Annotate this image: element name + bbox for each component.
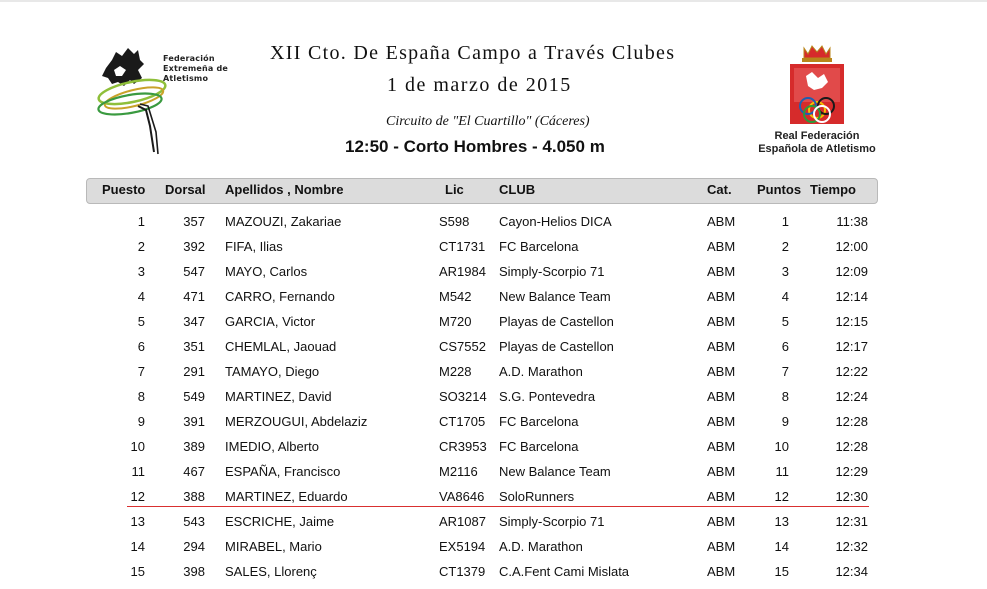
cell-nombre: MERZOUGUI, Abdelaziz: [225, 414, 368, 429]
cell-lic: CS7552: [439, 339, 486, 354]
cell-tiempo: 12:32: [835, 539, 868, 554]
cell-nombre: FIFA, Ilias: [225, 239, 283, 254]
cell-cat: ABM: [707, 564, 736, 579]
cell-nombre: ESCRICHE, Jaime: [225, 514, 335, 529]
table-row: [0, 564, 987, 589]
cell-puntos: 1: [781, 214, 789, 229]
col-header-puesto: Puesto: [102, 182, 146, 197]
cell-puesto: 8: [137, 389, 145, 404]
cell-puntos: 4: [781, 289, 789, 304]
cell-puesto: 7: [137, 364, 145, 379]
cell-lic: CT1379: [439, 564, 486, 579]
race-info: 12:50 - Corto Hombres - 4.050 m: [345, 137, 605, 156]
cell-club: A.D. Marathon: [499, 364, 583, 379]
table-row: [0, 539, 987, 564]
cell-puesto: 2: [137, 239, 145, 254]
cell-club: SoloRunners: [499, 489, 575, 504]
cell-lic: CT1731: [439, 239, 486, 254]
cell-puntos: 2: [781, 239, 789, 254]
cell-club: FC Barcelona: [499, 439, 579, 454]
cell-nombre: MARTINEZ, Eduardo: [225, 489, 348, 504]
cell-puntos: 7: [781, 364, 789, 379]
cell-club: New Balance Team: [499, 464, 611, 479]
cell-puntos: 15: [774, 564, 789, 579]
cell-club: Playas de Castellon: [499, 339, 614, 354]
cell-puesto: 15: [130, 564, 145, 579]
table-row: [0, 264, 987, 289]
cell-nombre: CHEMLAL, Jaouad: [225, 339, 337, 354]
cell-lic: CT1705: [439, 414, 486, 429]
cell-tiempo: 12:22: [835, 364, 868, 379]
table-row: [0, 489, 987, 514]
cell-club: Playas de Castellon: [499, 314, 614, 329]
cell-dorsal: 391: [183, 414, 205, 429]
table-row: [0, 289, 987, 314]
table-row: [0, 464, 987, 489]
cell-dorsal: 389: [183, 439, 205, 454]
cell-cat: ABM: [707, 489, 736, 504]
cell-tiempo: 12:29: [835, 464, 868, 479]
cell-lic: EX5194: [439, 539, 486, 554]
cell-lic: SO3214: [439, 389, 487, 404]
table-row: [0, 514, 987, 539]
cell-lic: CR3953: [439, 439, 487, 454]
cell-puntos: 6: [781, 339, 789, 354]
cell-puntos: 10: [774, 439, 789, 454]
cell-cat: ABM: [707, 289, 736, 304]
cell-puesto: 13: [130, 514, 145, 529]
col-header-club: CLUB: [499, 182, 536, 197]
cell-puntos: 5: [781, 314, 789, 329]
federation-name: Federación Extremeña de Atletismo: [163, 54, 229, 83]
cell-cat: ABM: [707, 514, 736, 529]
col-header-nombre: Apellidos , Nombre: [225, 182, 344, 197]
cell-tiempo: 11:38: [836, 214, 868, 229]
cell-nombre: MAYO, Carlos: [225, 264, 308, 279]
cell-club: C.A.Fent Cami Mislata: [499, 564, 630, 579]
cell-lic: M228: [439, 364, 472, 379]
cell-dorsal: 392: [183, 239, 205, 254]
cell-cat: ABM: [707, 214, 736, 229]
cell-cat: ABM: [707, 364, 736, 379]
cell-lic: AR1087: [439, 514, 486, 529]
cell-nombre: CARRO, Fernando: [225, 289, 335, 304]
cell-puesto: 12: [130, 489, 145, 504]
cell-puesto: 3: [137, 264, 145, 279]
cell-tiempo: 12:09: [835, 264, 868, 279]
cell-lic: AR1984: [439, 264, 486, 279]
table-row: [0, 364, 987, 389]
cell-puntos: 8: [781, 389, 789, 404]
cell-lic: S598: [439, 214, 470, 229]
cell-lic: M720: [439, 314, 472, 329]
cell-cat: ABM: [707, 314, 736, 329]
cell-dorsal: 294: [183, 539, 205, 554]
cell-club: S.G. Pontevedra: [499, 389, 596, 404]
col-header-lic: Lic: [445, 182, 464, 197]
cell-cat: ABM: [707, 389, 736, 404]
table-row: [0, 414, 987, 439]
cell-club: New Balance Team: [499, 289, 611, 304]
cell-puesto: 1: [137, 214, 145, 229]
cell-nombre: IMEDIO, Alberto: [225, 439, 319, 454]
cell-tiempo: 12:24: [835, 389, 868, 404]
cell-dorsal: 351: [183, 339, 205, 354]
cell-dorsal: 398: [183, 564, 205, 579]
separator-line: [127, 506, 869, 507]
cell-cat: ABM: [707, 464, 736, 479]
cell-nombre: ESPAÑA, Francisco: [225, 464, 341, 479]
cell-cat: ABM: [707, 339, 736, 354]
cell-club: Simply-Scorpio 71: [499, 264, 605, 279]
cell-puntos: 13: [774, 514, 789, 529]
cell-lic: VA8646: [439, 489, 485, 504]
cell-puesto: 9: [137, 414, 145, 429]
federation-logo-icon: [94, 40, 174, 158]
circuit-name: Circuito de "El Cuartillo" (Cáceres): [386, 114, 590, 129]
cell-puntos: 3: [781, 264, 789, 279]
cell-tiempo: 12:34: [835, 564, 868, 579]
cell-dorsal: 357: [183, 214, 205, 229]
cell-tiempo: 12:14: [835, 289, 868, 304]
cell-puntos: 12: [774, 489, 789, 504]
cell-club: Cayon-Helios DICA: [499, 214, 612, 229]
table-row: [0, 439, 987, 464]
cell-puntos: 11: [775, 464, 789, 479]
cell-tiempo: 12:15: [835, 314, 868, 329]
table-row: [0, 314, 987, 339]
cell-puesto: 14: [130, 539, 145, 554]
rfea-name: Real Federación Española de Atletismo: [758, 130, 876, 155]
cell-nombre: SALES, Llorenç: [225, 564, 317, 579]
event-title: XII Cto. De España Campo a Través Clubes: [270, 42, 676, 64]
cell-cat: ABM: [707, 439, 736, 454]
cell-puesto: 11: [131, 464, 145, 479]
cell-lic: M2116: [439, 464, 478, 479]
cell-club: FC Barcelona: [499, 239, 579, 254]
cell-cat: ABM: [707, 264, 736, 279]
cell-cat: ABM: [707, 539, 736, 554]
cell-dorsal: 347: [183, 314, 205, 329]
cell-puntos: 9: [781, 414, 789, 429]
cell-nombre: MARTINEZ, David: [225, 389, 332, 404]
cell-dorsal: 471: [183, 289, 205, 304]
rfea-logo-icon: [784, 42, 850, 128]
cell-dorsal: 549: [183, 389, 205, 404]
col-header-dorsal: Dorsal: [165, 182, 206, 197]
cell-cat: ABM: [707, 239, 736, 254]
cell-cat: ABM: [707, 414, 736, 429]
cell-dorsal: 467: [183, 464, 205, 479]
cell-nombre: MAZOUZI, Zakariae: [225, 214, 342, 229]
col-header-tiempo: Tiempo: [810, 182, 856, 197]
cell-dorsal: 291: [183, 364, 205, 379]
cell-nombre: GARCIA, Victor: [225, 314, 316, 329]
cell-tiempo: 12:17: [835, 339, 868, 354]
cell-club: Simply-Scorpio 71: [499, 514, 605, 529]
table-row: [0, 389, 987, 414]
cell-dorsal: 543: [183, 514, 205, 529]
cell-puesto: 5: [137, 314, 145, 329]
cell-puesto: 6: [137, 339, 145, 354]
table-row: [0, 339, 987, 364]
top-border: [0, 0, 987, 2]
cell-tiempo: 12:28: [835, 439, 868, 454]
cell-tiempo: 12:00: [835, 239, 868, 254]
cell-tiempo: 12:28: [835, 414, 868, 429]
cell-tiempo: 12:31: [835, 514, 868, 529]
cell-puesto: 4: [137, 289, 145, 304]
cell-dorsal: 547: [183, 264, 205, 279]
cell-puesto: 10: [130, 439, 145, 454]
col-header-cat: Cat.: [707, 182, 732, 197]
col-header-puntos: Puntos: [757, 182, 802, 197]
event-date: 1 de marzo de 2015: [387, 74, 572, 96]
cell-nombre: TAMAYO, Diego: [225, 364, 320, 379]
cell-nombre: MIRABEL, Mario: [225, 539, 322, 554]
cell-puntos: 14: [774, 539, 789, 554]
table-row: [0, 239, 987, 264]
cell-dorsal: 388: [183, 489, 205, 504]
cell-tiempo: 12:30: [835, 489, 868, 504]
cell-club: FC Barcelona: [499, 414, 579, 429]
cell-club: A.D. Marathon: [499, 539, 583, 554]
cell-lic: M542: [439, 289, 472, 304]
table-row: [0, 214, 987, 239]
